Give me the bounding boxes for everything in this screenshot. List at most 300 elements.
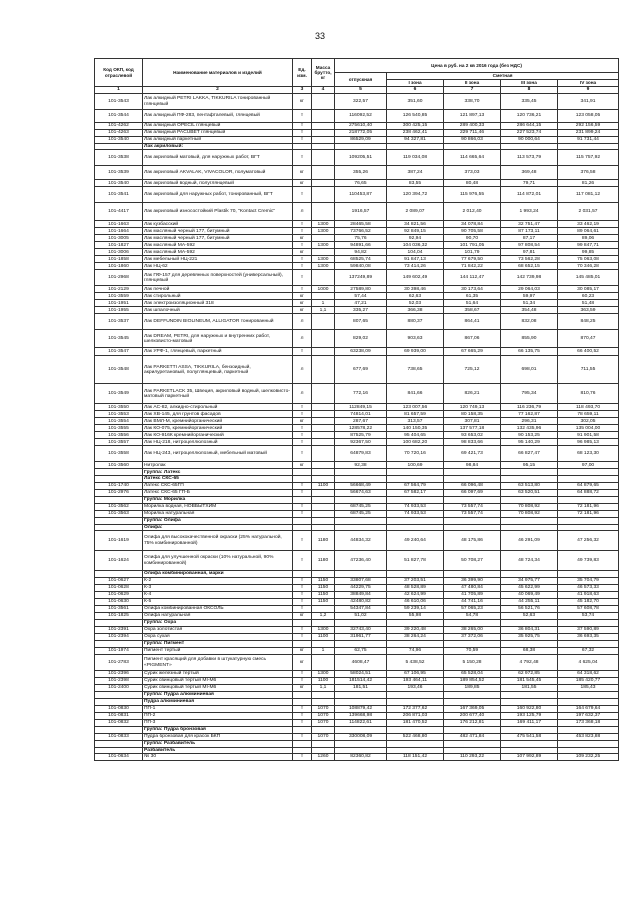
zone-1-price-cell: 181 470,52 [387,719,444,726]
table-row [95,599,619,606]
zone-1-price-cell: 30 398,46 [387,286,444,293]
zone-3-price-cell: 296,31 [501,418,558,425]
zone-2-price-cell: 200 677,40 [444,712,501,719]
mass-cell [312,439,335,446]
name-cell: Олифа для улучшенной окраски (10% натуральной, 90% комбинированной) [143,551,293,571]
table-row [95,733,619,740]
zone-3-price-cell: 87 173,11 [501,228,558,235]
column-number: 1 [95,87,143,94]
name-cell: Пигмент тертый [143,648,293,655]
release-price-cell: 218772,05 [335,130,387,137]
zone-4-price-cell: 36 693,35 [558,634,619,641]
unit-cell: т [293,439,312,446]
mass-cell [312,348,335,356]
zone-1-price-cell: 91 847,13 [387,256,444,263]
mass-cell [312,446,335,462]
code-cell [95,740,143,747]
mass-cell: 1300 [312,627,335,634]
group-title: Разбавитель [143,747,293,753]
mass-cell [312,235,335,242]
mass-cell: 1150 [312,599,335,606]
mass-cell: 1150 [312,585,335,592]
zone-1-price-cell: 48 528,89 [387,585,444,592]
zone-2-price-cell: 73 557,74 [444,503,501,510]
unit-cell: т [293,425,312,432]
zone-2-price-cell: 101,79 [444,249,501,256]
code-cell: 101-3556 [95,432,143,439]
column-number: 7 [444,87,501,94]
mass-cell [312,425,335,432]
release-price-cell: 114822,61 [335,719,387,726]
zone-3-price-cell: 832,08 [501,314,558,330]
zone-4-price-cell: 41 918,63 [558,592,619,599]
table-row [95,531,619,551]
empty-cell [335,641,387,648]
code-cell: 101-1624 [95,551,143,571]
zone-4-price-cell: 848,25 [558,314,619,330]
empty-cell [312,469,335,476]
release-price-cell: 58024,51 [335,671,387,678]
group-row [95,496,619,503]
zone-1-price-cell: 92 849,15 [387,228,444,235]
zone-1-price-cell: 193,46 [387,685,444,692]
zone-3-price-cell: 32 751,47 [501,221,558,228]
release-price-cell: 47236,40 [335,551,387,571]
code-cell: 101-1951 [95,300,143,307]
table-row [95,286,619,293]
unit-cell: кг [293,180,312,187]
empty-cell [501,692,558,699]
zone-2-price-cell: 167 369,05 [444,705,501,712]
table-row [95,307,619,314]
empty-cell [558,469,619,476]
mass-cell: 1100 [312,482,335,489]
release-price-cell: 137249,89 [335,270,387,286]
zone-4-price-cell: 49 739,83 [558,551,619,571]
zone-1-price-cell: 52,03 [387,300,444,307]
code-cell [95,641,143,648]
name-cell: Лак акриловый AKVALAK, VIVACOLOR, полуматовый [143,166,293,180]
unit-cell: т [293,634,312,641]
zone-1-price-cell: 2 089,07 [387,203,444,221]
code-cell: 101-1858 [95,256,143,263]
code-cell: 101-3555 [95,425,143,432]
name-cell: Морилка водная, НОВБЫТХИМ [143,503,293,510]
mass-cell: 1070 [312,733,335,740]
mass-cell [312,270,335,286]
mass-cell [312,180,335,187]
zone-1-price-cell: 366,38 [387,307,444,314]
name-cell: ПП-1 [143,705,293,712]
name-cell: Лак масляный черный 177, битумный [143,235,293,242]
name-cell: Лак акриловый водный, полуглянцевый [143,180,293,187]
group-row [95,469,619,476]
mass-cell: 1070 [312,719,335,726]
code-cell [95,692,143,699]
unit-cell: кг [293,235,312,242]
code-cell: 101-3005 [95,235,143,242]
name-cell: Лак PARKETTI ASSA, TIKKURILA, бензоидный, акрилуретановый, полуглянцевый, паркетный [143,356,293,384]
mass-cell: 1180 [312,531,335,551]
table-row [95,510,619,517]
group-title: Группа: Пудра алюминиевая [143,692,293,699]
name-cell: Лак печной [143,286,293,293]
table-row [95,348,619,356]
zone-4-price-cell: 96 985,13 [558,439,619,446]
code-cell: 101-2976 [95,489,143,496]
table-row [95,110,619,123]
release-price-cell: 32743,40 [335,627,387,634]
name-cell: К-3 [143,585,293,592]
table-row [95,228,619,235]
zone-4-price-cell: 64 888,72 [558,489,619,496]
empty-cell [387,641,444,648]
empty-cell [387,517,444,524]
column-number: 3 [293,87,312,94]
code-cell: 101-3558 [95,446,143,462]
table-row [95,293,619,300]
empty-cell [444,571,501,578]
name-cell: Олифа для высококачественной окраски (25% натуральной, 75% комбинированной) [143,531,293,551]
empty-cell [335,620,387,627]
zone-2-price-cell: 47 480,84 [444,585,501,592]
release-price-cell: 322,57 [335,94,387,110]
zone-1-price-cell: 206 871,03 [387,712,444,719]
group-title: Пудра алюминиевая [143,699,293,705]
unit-cell: т [293,228,312,235]
code-cell: 101-0830 [95,705,143,712]
name-cell: Морилка натуральная [143,510,293,517]
zone-3-price-cell: 335,45 [501,94,558,110]
zone-2-price-cell: 2 012,40 [444,203,501,221]
empty-cell [387,571,444,578]
unit-cell: л [293,330,312,348]
empty-cell [312,571,335,578]
zone-2-price-cell: 98 833,66 [444,439,501,446]
zone-1-price-cell: 100,69 [387,462,444,469]
code-cell: 101-0627 [95,578,143,585]
release-price-cell: 54347,84 [335,606,387,613]
zone-3-price-cell: 68 652,15 [501,263,558,270]
code-cell: 101-3548 [95,356,143,384]
empty-cell [558,692,619,699]
name-cell: Лак УРФ-1, глянцевый, паркетный [143,348,293,356]
code-cell: 101-3554 [95,418,143,425]
release-price-cell: 92,38 [335,462,387,469]
zone-4-price-cell: 117 081,12 [558,187,619,203]
code-cell: 101-1740 [95,482,143,489]
table-row [95,249,619,256]
zone-1-price-cell: 119 034,08 [387,150,444,166]
empty-cell [335,692,387,699]
name-cell: Лак НЦ-243, нитроцеллюлозный, мебельный матовый [143,446,293,462]
unit-cell: т [293,348,312,356]
group-row [95,726,619,733]
zone-3-price-cell: 87,17 [501,235,558,242]
release-price-cell: 62,75 [335,648,387,655]
unit-cell: т [293,137,312,144]
table-row [95,221,619,228]
name-cell: ПП-3 [143,719,293,726]
zone-4-price-cell: 46 573,33 [558,585,619,592]
mass-cell [312,418,335,425]
group-row [95,517,619,524]
code-cell: 101-3540 [95,137,143,144]
empty-cell [444,469,501,476]
empty-cell [501,726,558,733]
group-title: Олифа комбинированная, марки [143,571,293,578]
zone-4-price-cell: 45 182,70 [558,599,619,606]
zone-3-price-cell: 354,48 [501,307,558,314]
zone-2-price-cell: 5 150,28 [444,655,501,671]
zone-1-price-cell: 903,63 [387,330,444,348]
unit-cell: л [293,356,312,384]
empty-cell [335,469,387,476]
unit-cell: т [293,753,312,760]
release-price-cell: 64879,83 [335,446,387,462]
mass-cell [312,356,335,384]
name-cell: Лак акриловый износостойкий Plastik 70, "Kontact Cremic" [143,203,293,221]
code-cell: 101-1974 [95,648,143,655]
name-cell: Нитролак [143,462,293,469]
mass-cell [312,432,335,439]
empty-cell [312,740,335,747]
code-cell: 101-0833 [95,733,143,740]
zone-3-price-cell: 44 255,11 [501,599,558,606]
zone-4-price-cell: 870,47 [558,330,619,348]
empty-cell [501,571,558,578]
empty-cell [312,726,335,733]
unit-cell: т [293,187,312,203]
release-price-cell: 139668,98 [335,712,387,719]
empty-cell [444,620,501,627]
empty-cell [335,517,387,524]
empty-cell [558,517,619,524]
name-cell: Лак акриловый для наружных работ, тонированный, ВГТ [143,187,293,203]
table-row [95,606,619,613]
zone-4-price-cell: 118 493,70 [558,404,619,411]
name-cell: К-5 [143,599,293,606]
zone-2-price-cell: 66 097,69 [444,489,501,496]
release-price-cell: 56674,63 [335,489,387,496]
zone-1-price-cell: 67 106,95 [387,671,444,678]
empty-cell [387,469,444,476]
header-zone-4: IV зона [558,80,619,87]
empty-cell [293,496,312,503]
mass-cell [312,203,335,221]
table-row [95,94,619,110]
release-price-cell: 42480,82 [335,599,387,606]
unit-cell: кг [293,418,312,425]
zone-3-price-cell: 95 140,29 [501,439,558,446]
code-cell: 101-3557 [95,439,143,446]
empty-cell [387,692,444,699]
zone-4-price-cell: 91 731,44 [558,137,619,144]
code-cell: 101-3550 [95,404,143,411]
zone-4-price-cell: 376,58 [558,166,619,180]
zone-2-price-cell: 867,06 [444,330,501,348]
zone-1-price-cell: 313,57 [387,418,444,425]
release-price-cell: 330008,09 [335,733,387,740]
empty-cell [293,620,312,627]
unit-cell: т [293,123,312,130]
zone-1-price-cell: 172 377,62 [387,705,444,712]
code-cell: 101-3538 [95,150,143,166]
unit-cell: кг [293,249,312,256]
zone-4-price-cell: 231 899,24 [558,130,619,137]
header-mass: Масса брутто, кг [312,59,335,87]
name-cell: Лак алкидный паркетный [143,137,293,144]
zone-1-price-cell: 738,65 [387,356,444,384]
zone-3-price-cell: 77 162,87 [501,411,558,418]
table-row [95,551,619,571]
unit-cell: т [293,130,312,137]
group-title: Группа: Олифа [143,517,293,524]
zone-2-price-cell: 50 708,27 [444,551,501,571]
group-title: Лак акриловый: [143,144,293,150]
zone-2-price-cell: 51,64 [444,300,501,307]
zone-4-price-cell: 185 420,77 [558,678,619,685]
group-row [95,641,619,648]
release-price-cell: 116092,52 [335,110,387,123]
mass-cell [312,137,335,144]
zone-4-price-cell: 164 679,64 [558,705,619,712]
name-cell: Пигмент красящий для добавки в штукатурную смесь «PIGMENT» [143,655,293,671]
table-row [95,263,619,270]
table-row [95,685,619,692]
zone-3-price-cell: 227 523,74 [501,130,558,137]
unit-cell: т [293,733,312,740]
empty-cell [387,620,444,627]
mass-cell: 1,1 [312,685,335,692]
zone-2-price-cell: 44 741,16 [444,599,501,606]
unit-cell: кг [293,613,312,620]
empty-cell [501,740,558,747]
name-cell: Лак ПФ-157 для деревянных поверхностей (универсальный), глянцевый [143,270,293,286]
release-price-cell: 807,65 [335,314,387,330]
zone-4-price-cell: 68 123,30 [558,446,619,462]
empty-cell [312,620,335,627]
zone-4-price-cell: 711,55 [558,356,619,384]
zone-1-price-cell: 42 624,99 [387,592,444,599]
empty-cell [387,726,444,733]
empty-cell [558,496,619,503]
zone-3-price-cell: 36 804,31 [501,627,558,634]
unit-cell: кг [293,685,312,692]
code-cell: 101-2968 [95,270,143,286]
name-cell: Лак электроизоляционный 318 [143,300,293,307]
mass-cell [312,187,335,203]
empty-cell [558,620,619,627]
empty-cell [335,740,387,747]
group-title: Группа: Латекс [143,469,293,476]
mass-cell: 1,1 [312,307,335,314]
empty-cell [501,641,558,648]
mass-cell [312,150,335,166]
zone-3-price-cell: 63 520,51 [501,489,558,496]
zone-4-price-cell: 67,32 [558,648,619,655]
page-number: 33 [314,31,325,41]
mass-cell: 1150 [312,578,335,585]
group-title: Группа: Пудра бронзовая [143,726,293,733]
code-cell [95,726,143,733]
unit-cell: л [293,203,312,221]
zone-3-price-cell: 48 724,34 [501,551,558,571]
column-number: 2 [143,87,293,94]
zone-3-price-cell: 79,71 [501,180,558,187]
zone-3-price-cell: 142 739,98 [501,270,558,286]
zone-3-price-cell: 90 000,64 [501,137,558,144]
zone-1-price-cell: 49 240,64 [387,531,444,551]
zone-1-price-cell: 81 657,59 [387,411,444,418]
code-cell: 101-3537 [95,314,143,330]
zone-4-price-cell: 72 181,96 [558,503,619,510]
table-row [95,418,619,425]
mass-cell [312,293,335,300]
mass-cell [312,510,335,517]
zone-3-price-cell: 855,90 [501,330,558,348]
zone-4-price-cell: 75 063,08 [558,256,619,263]
release-price-cell: 181514,42 [335,678,387,685]
zone-1-price-cell: 100 682,20 [387,439,444,446]
zone-1-price-cell: 55,98 [387,613,444,620]
zone-4-price-cell: 173 368,18 [558,719,619,726]
zone-2-price-cell: 57 065,23 [444,606,501,613]
release-price-cell: 82360,82 [335,753,387,760]
empty-cell [444,496,501,503]
zone-1-price-cell: 149 602,49 [387,270,444,286]
zone-2-price-cell: 90 705,58 [444,228,501,235]
header-zone-2: II зона [444,80,501,87]
mass-cell [312,404,335,411]
zone-3-price-cell: 70 808,92 [501,510,558,517]
name-cell: Олифа натуральная [143,613,293,620]
unit-cell: т [293,270,312,286]
zone-1-price-cell: 34 821,56 [387,221,444,228]
name-cell: Лак НЦ-218, нитроцеллюлозный [143,439,293,446]
header-zone-1: I зона [387,80,444,87]
table-row [95,187,619,203]
unit-cell: т [293,503,312,510]
zone-2-price-cell: 114 665,64 [444,150,501,166]
group-title: Латекс СКС-65 [143,476,293,482]
release-price-cell: 68525,74 [335,256,387,263]
code-cell: 101-0634 [95,753,143,760]
code-cell: 101-1619 [95,531,143,551]
unit-cell: кг [293,94,312,110]
name-cell: Лак мебельный НЦ-221 [143,256,293,263]
code-cell: 101-3562 [95,503,143,510]
zone-2-price-cell: 71 842,22 [444,263,501,270]
empty-cell [444,692,501,699]
code-cell: 101-2396 [95,671,143,678]
zone-2-price-cell: 48 175,86 [444,531,501,551]
name-cell: Охра сухая [143,634,293,641]
header-code: Код ОКП, код отраслевой [95,59,143,87]
group-title: Группа: Морилка [143,496,293,503]
mass-cell [312,462,335,469]
name-cell: Латекс СКС-65 ГП-Б [143,489,293,496]
table-row [95,330,619,348]
release-price-cell: 76,65 [335,180,387,187]
table-row [95,627,619,634]
unit-cell: т [293,606,312,613]
empty-cell [387,740,444,747]
table-row [95,425,619,432]
zone-2-price-cell: 41 705,89 [444,592,501,599]
zone-2-price-cell: 34 078,84 [444,221,501,228]
zone-3-price-cell: 160 922,80 [501,705,558,712]
